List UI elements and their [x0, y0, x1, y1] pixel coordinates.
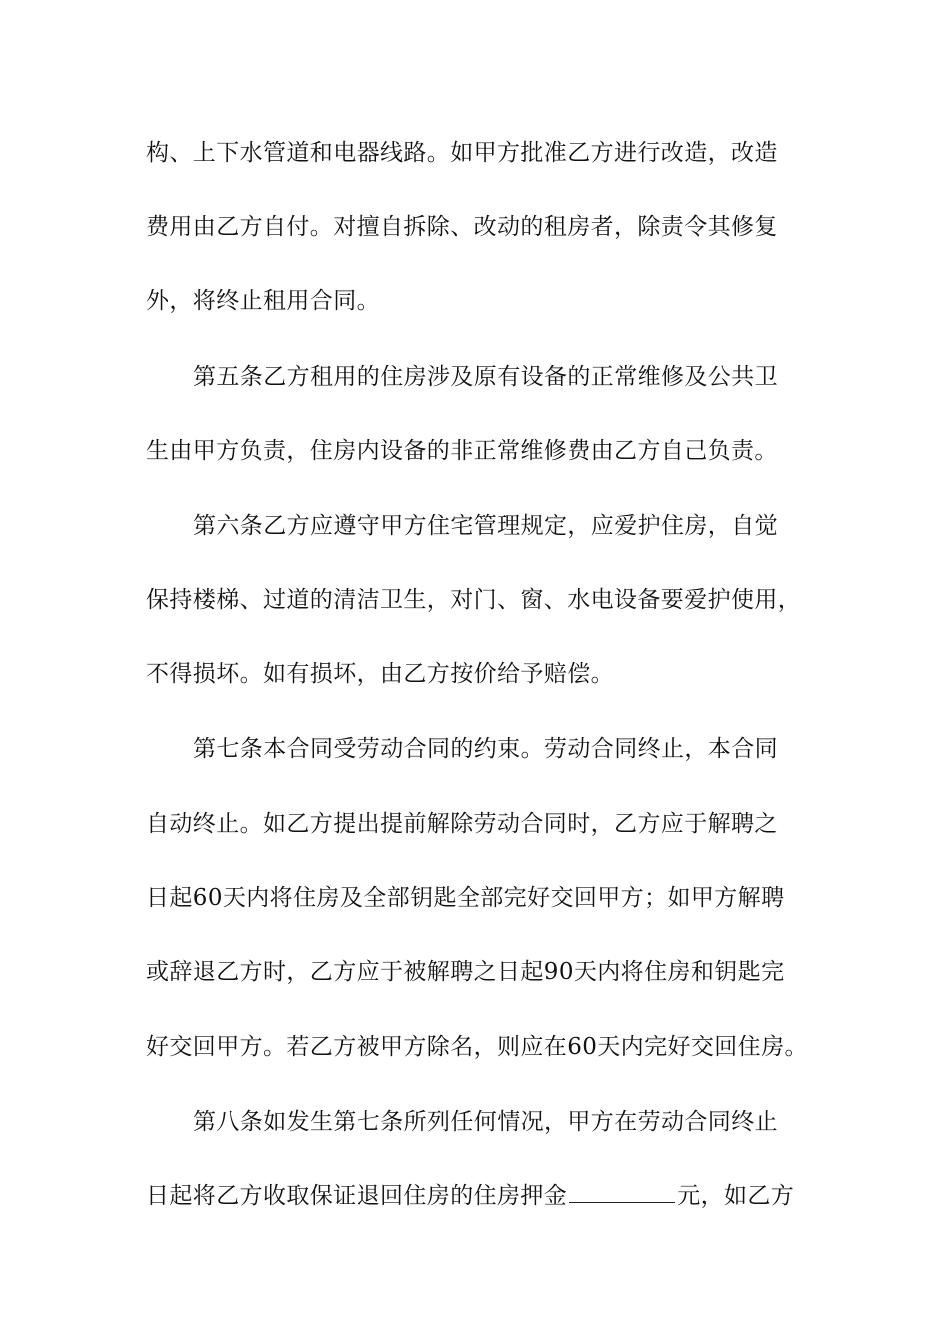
- text-line: 日起60天内将住房及全部钥匙全部完好交回甲方；如甲方解聘: [146, 885, 785, 911]
- text-line: 构、上下水管道和电器线路。如甲方批准乙方进行改造，改造: [146, 140, 778, 166]
- text-line: 自动终止。如乙方提出提前解除劳动合同时，乙方应于解聘之: [146, 811, 778, 837]
- paragraph-article-6-line: 第六条乙方应遵守甲方住宅管理规定，应爱护住房，自觉: [193, 513, 778, 539]
- text-line: 费用由乙方自付。对擅自拆除、改动的租房者，除责令其修复: [146, 214, 778, 240]
- paragraph-article-5-line: 第五条乙方租用的住房涉及原有设备的正常维修及公共卫: [193, 364, 778, 390]
- text-line: 好交回甲方。若乙方被甲方除名，则应在60天内完好交回住房。: [146, 1034, 808, 1060]
- text-line: 不得损坏。如有损坏，由乙方按价给予赔偿。: [146, 661, 614, 687]
- text-line: 生由甲方负责，住房内设备的非正常维修费由乙方自己负责。: [146, 438, 778, 464]
- deposit-amount-blank: [569, 1182, 675, 1203]
- paragraph-article-7-line: 第七条本合同受劳动合同的约束。劳动合同终止，本合同: [193, 736, 778, 762]
- text-line-with-blank: [146, 1181, 826, 1211]
- text-line: 外，将终止租用合同。: [146, 288, 380, 314]
- paragraph-article-8-line: 第八条如发生第七条所列任何情况，甲方在劳动合同终止: [193, 1109, 778, 1135]
- text-segment: 日起将乙方收取保证退回住房的住房押金: [146, 1183, 568, 1209]
- text-segment: 元，如乙方: [677, 1183, 795, 1209]
- text-line: 保持楼梯、过道的清洁卫生，对门、窗、水电设备要爱护使用，: [146, 587, 802, 613]
- text-line: 或辞退乙方时，乙方应于被解聘之日起90天内将住房和钥匙完: [146, 959, 785, 985]
